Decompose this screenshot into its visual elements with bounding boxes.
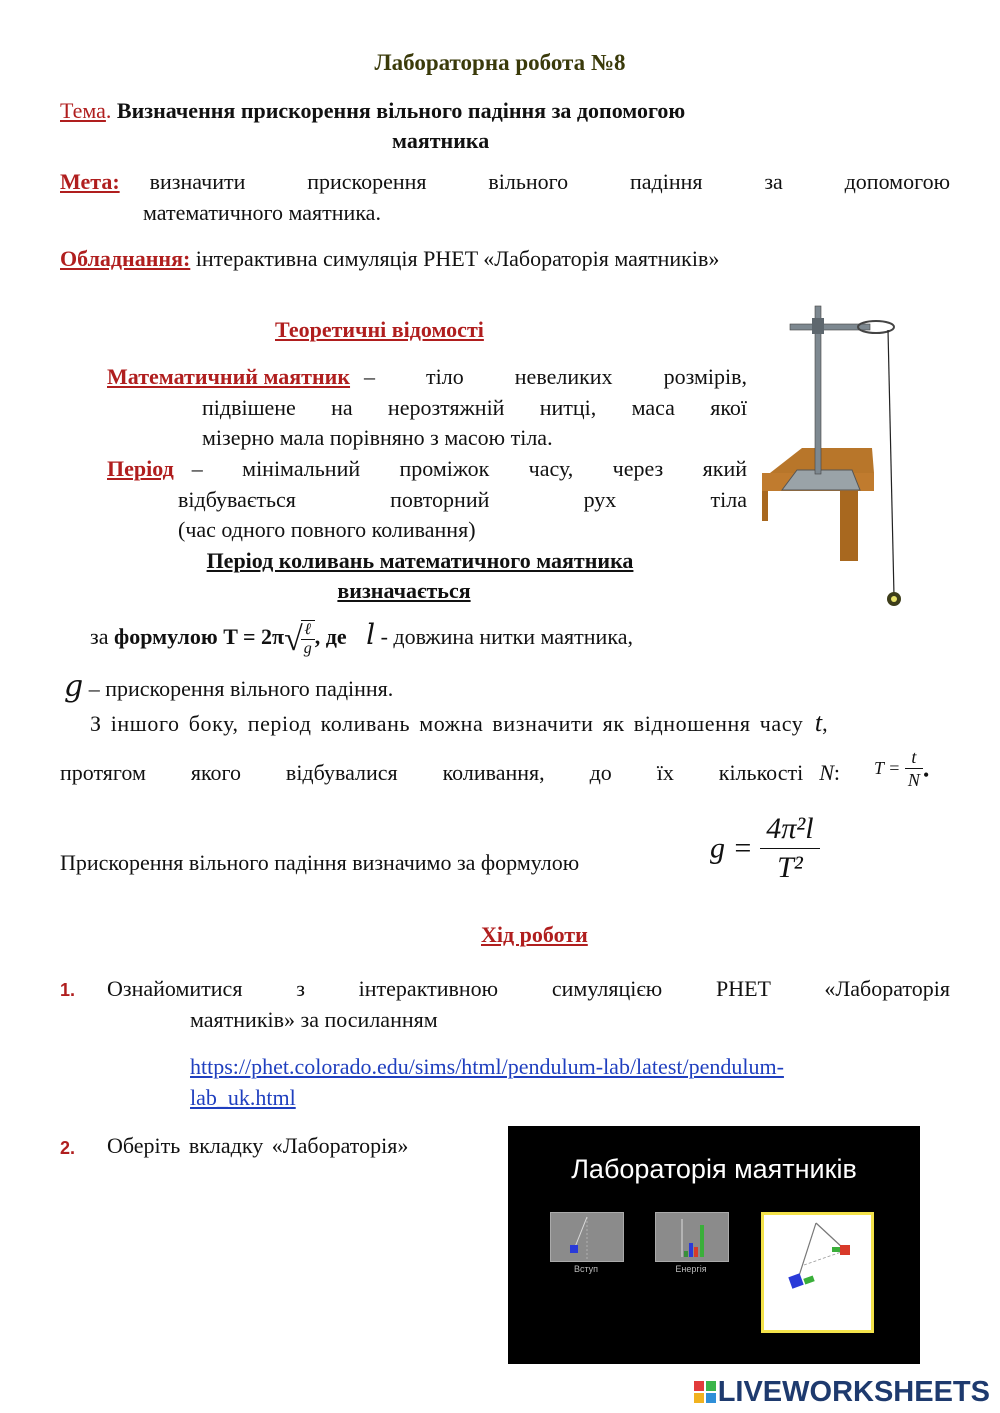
g-num: 4π²l — [760, 810, 819, 849]
formula-comma: , де — [314, 624, 347, 650]
intro-pendulum-icon — [551, 1213, 623, 1261]
logo-text: LIVEWORKSHEETS — [717, 1376, 990, 1408]
goal-text: визначити прискорення вільного падіння за допомогою — [149, 169, 950, 194]
g-symbol: g — [64, 669, 84, 704]
tab-intro[interactable] — [550, 1212, 624, 1262]
goal-text-line2: математичного маятника. — [143, 200, 381, 225]
ratio-period: . — [922, 753, 930, 783]
def1-text-line3: мізерно мала порівняно з масою тіла. — [202, 425, 553, 450]
sqrt-sign: √ — [284, 621, 303, 659]
def2-text: – мінімальний проміжок часу, через який — [191, 456, 747, 481]
step2-text: Оберіть вкладку «Лабораторія» — [107, 1133, 409, 1158]
t-comma: , — [822, 711, 828, 736]
def1-term: Математичний маятник — [107, 364, 351, 389]
other-line2 — [60, 758, 840, 788]
formula-T: T = 2π — [223, 624, 285, 650]
tab-energy-label: Енергія — [675, 1264, 707, 1274]
def1-text: – тіло невеликих розмірів, — [364, 364, 747, 389]
pendulum-stand-illustration — [762, 298, 922, 610]
equipment-label: Обладнання: — [60, 246, 191, 271]
def1-text-line2: підвішене на нерозтяжній нитці, маса якої — [202, 395, 747, 420]
step1-number: 1. — [60, 980, 76, 1000]
energy-bars-icon — [656, 1213, 728, 1261]
page-title: Лабораторна робота №8 — [374, 50, 626, 75]
g-line — [64, 669, 394, 704]
tab-lab-label: Лабораторія — [768, 1294, 867, 1313]
g-formula-text: Прискорення вільного падіння визначимо за формулою — [60, 850, 580, 875]
sqrt-fraction — [301, 620, 315, 658]
formula-prefix: за — [90, 624, 109, 650]
other-text-1: З іншого боку, період коливань можна визначити як відношення часу — [90, 711, 804, 736]
topic-text: Визначення прискорення вільного падіння за допомогою — [116, 98, 686, 123]
phet-link-line2[interactable]: lab_uk.html — [190, 1085, 296, 1110]
phet-title: Лабораторія маятників — [571, 1154, 857, 1184]
other-line1 — [90, 708, 960, 739]
liveworksheets-logo — [694, 1376, 990, 1409]
g-desc: – прискорення вільного падіння. — [88, 676, 394, 701]
topic-label: Тема — [60, 98, 106, 123]
phet-link[interactable]: https://phet.colorado.edu/sims/html/pendulum-lab/latest/pendulum- — [190, 1054, 784, 1079]
topic-line — [60, 96, 960, 126]
other-text-2: протягом якого відбувалися коливання, до їх кількості — [60, 760, 804, 785]
sqrt-num: ℓ — [301, 621, 315, 640]
def2-text-line2: відбувається повторний рух тіла — [178, 487, 747, 512]
g-formula — [710, 810, 820, 887]
lab-pendulums-icon — [764, 1215, 871, 1295]
goal-line — [60, 167, 950, 197]
ratio-num: t — [905, 746, 923, 769]
ratio-fraction — [905, 746, 923, 791]
sqrt-den: g — [303, 640, 312, 657]
formula-line — [90, 620, 770, 658]
def1-line1 — [107, 362, 747, 392]
colon: : — [833, 760, 840, 785]
formula-word: формулою — [113, 624, 218, 650]
t-symbol: t — [814, 708, 823, 737]
topic-dot: . — [105, 98, 112, 123]
l-symbol: l — [366, 618, 376, 652]
g-lhs: g = — [710, 831, 753, 865]
period-heading-line1: Період коливань математичного маятника — [206, 548, 634, 573]
tab-intro-label: Вступ — [573, 1264, 599, 1274]
tab-energy[interactable] — [655, 1212, 729, 1262]
procedure-heading: Хід роботи — [481, 922, 588, 947]
topic-text-line2: маятника — [392, 128, 490, 153]
N-symbol: N — [819, 760, 834, 785]
step2-number: 2. — [60, 1138, 76, 1158]
liveworksheets-icon — [694, 1378, 716, 1400]
period-heading-line2: визначається — [337, 578, 471, 603]
step1-text: Ознайомитися з інтерактивною симуляцією PHET «Лабораторія — [107, 976, 950, 1001]
ratio-den: N — [907, 770, 920, 790]
phet-screenshot — [508, 1126, 920, 1364]
tab-lab[interactable] — [761, 1212, 874, 1333]
def2-text-line3: (час одного повного коливання) — [178, 517, 476, 542]
theory-heading: Теоретичні відомості — [275, 317, 484, 342]
g-fraction — [760, 810, 819, 887]
g-den: T² — [777, 851, 803, 884]
goal-label: Мета: — [60, 169, 120, 194]
equipment-text: інтерактивна симуляція PHET «Лабораторія маятників» — [195, 246, 720, 271]
l-desc: - довжина нитки маятника, — [380, 624, 633, 650]
ratio-formula — [874, 746, 929, 791]
equipment-line — [60, 244, 960, 274]
ratio-lhs: T = — [874, 758, 901, 778]
def2-term: Період — [107, 456, 174, 481]
step1-text-line2: маятників» за посиланням — [190, 1007, 438, 1032]
def2-line1 — [107, 454, 747, 484]
